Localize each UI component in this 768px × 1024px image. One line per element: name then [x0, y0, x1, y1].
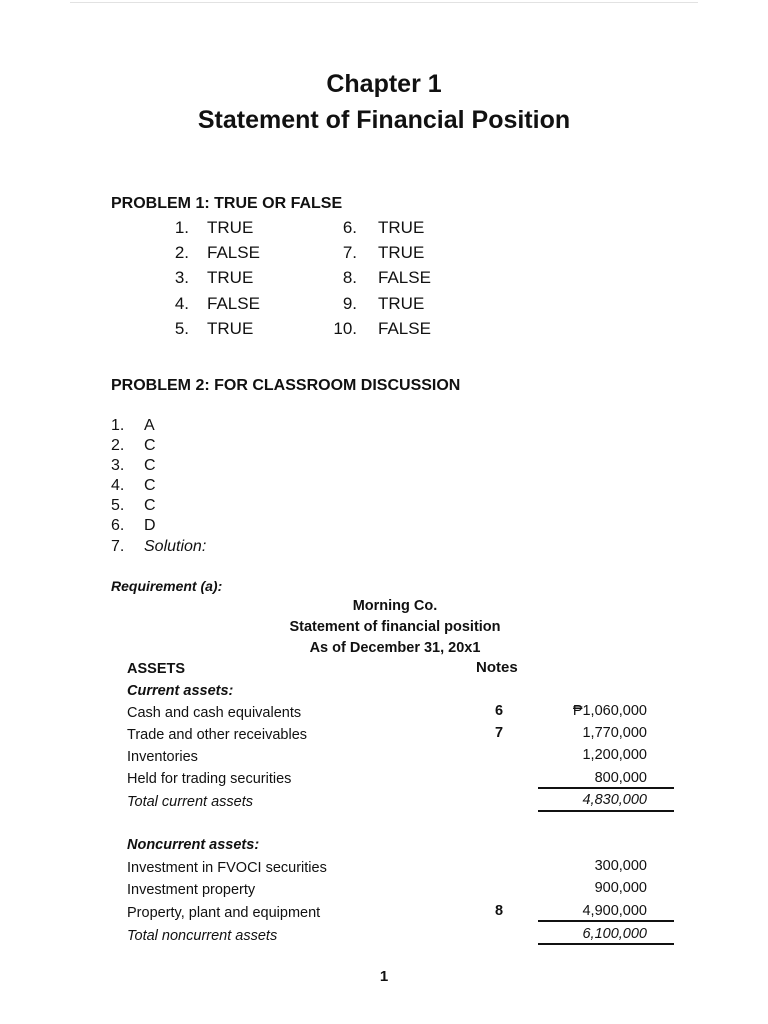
- tf-item-answer: TRUE: [378, 243, 425, 262]
- line-item-amount: 900,000: [594, 880, 647, 896]
- mc-item-number: 4.: [111, 477, 125, 494]
- line-item-amount: 1,770,000: [582, 725, 647, 741]
- line-item-label: Property, plant and equipment: [127, 905, 321, 921]
- subtotal-rule: [538, 920, 674, 922]
- subtotal-rule: [538, 787, 674, 789]
- line-item-label: Held for trading securities: [127, 771, 292, 787]
- line-item-note: 8: [494, 903, 504, 919]
- tf-item-number: 5.: [174, 319, 189, 338]
- line-item-label: Investment in FVOCI securities: [127, 860, 327, 876]
- line-item-amount: 1,200,000: [582, 747, 647, 763]
- tf-item-answer: TRUE: [207, 218, 254, 237]
- problem2-heading: PROBLEM 2: FOR CLASSROOM DISCUSSION: [111, 377, 461, 394]
- total-label: Total current assets: [127, 794, 253, 810]
- tf-item-number: 1.: [174, 218, 189, 237]
- noncurrent-assets-heading: Noncurrent assets:: [127, 837, 260, 853]
- mc-item: [111, 417, 155, 435]
- tf-item-number: 9.: [342, 294, 357, 313]
- statement-title: Statement of financial position: [289, 619, 501, 635]
- line-item-label: Investment property: [127, 882, 256, 898]
- company-name: Morning Co.: [352, 598, 438, 614]
- chapter-subtitle: Statement of Financial Position: [197, 106, 571, 134]
- line-item-amount: 4,900,000: [582, 903, 647, 919]
- mc-item: [111, 477, 156, 495]
- line-item-amount: 800,000: [594, 770, 647, 786]
- mc-item-number: 7.: [111, 538, 125, 555]
- total-label: Total noncurrent assets: [127, 928, 278, 944]
- total-amount: 6,100,000: [582, 926, 647, 942]
- current-assets-heading: Current assets:: [127, 683, 234, 699]
- tf-item-answer: FALSE: [378, 319, 431, 338]
- mc-item: [111, 457, 156, 475]
- mc-item-answer: Solution:: [144, 538, 207, 555]
- total-rule: [538, 943, 674, 945]
- top-divider: [70, 2, 698, 3]
- mc-item-number: 2.: [111, 437, 125, 454]
- mc-item-answer: A: [144, 417, 155, 434]
- line-item-label: Trade and other receivables: [127, 727, 308, 743]
- mc-item: [111, 497, 156, 515]
- tf-item-number: 2.: [174, 243, 189, 262]
- mc-item-number: 1.: [111, 417, 125, 434]
- requirement-label: Requirement (a):: [111, 578, 223, 594]
- tf-item-answer: TRUE: [378, 218, 425, 237]
- mc-item-answer: C: [144, 437, 156, 454]
- total-rule: [538, 810, 674, 812]
- tf-item-answer: FALSE: [207, 243, 260, 262]
- mc-item: [111, 437, 156, 455]
- tf-item-number: 3.: [174, 268, 189, 287]
- total-amount: 4,830,000: [582, 792, 647, 808]
- tf-item-number: 4.: [174, 294, 189, 313]
- line-item-note: 6: [494, 703, 504, 719]
- tf-item-answer: FALSE: [207, 294, 260, 313]
- tf-item-number: 8.: [342, 268, 357, 287]
- tf-item-answer: TRUE: [207, 319, 254, 338]
- line-item-amount: ₱1,060,000: [572, 703, 647, 719]
- tf-item-number: 7.: [342, 243, 357, 262]
- statement-date: As of December 31, 20x1: [309, 640, 481, 656]
- tf-item-number: 10.: [333, 319, 357, 338]
- mc-item-number: 5.: [111, 497, 125, 514]
- page-number: 1: [379, 968, 389, 985]
- tf-item-answer: FALSE: [378, 268, 431, 287]
- mc-item: [111, 538, 206, 556]
- mc-item-number: 3.: [111, 457, 125, 474]
- mc-item-answer: D: [144, 517, 156, 534]
- line-item-note: 7: [494, 725, 504, 741]
- mc-item-answer: C: [144, 477, 156, 494]
- tf-item-answer: TRUE: [207, 268, 254, 287]
- mc-item-number: 6.: [111, 517, 125, 534]
- line-item-label: Inventories: [127, 749, 198, 765]
- notes-heading: Notes: [476, 659, 518, 676]
- line-item-amount: 300,000: [594, 858, 647, 874]
- mc-item: [111, 517, 156, 535]
- tf-item-answer: TRUE: [378, 294, 425, 313]
- chapter-title: Chapter 1: [326, 70, 442, 98]
- tf-item-number: 6.: [342, 218, 357, 237]
- assets-heading: ASSETS: [127, 661, 186, 677]
- line-item-label: Cash and cash equivalents: [127, 705, 302, 721]
- mc-item-answer: C: [144, 497, 156, 514]
- problem1-heading: PROBLEM 1: TRUE OR FALSE: [111, 195, 343, 212]
- mc-item-answer: C: [144, 457, 156, 474]
